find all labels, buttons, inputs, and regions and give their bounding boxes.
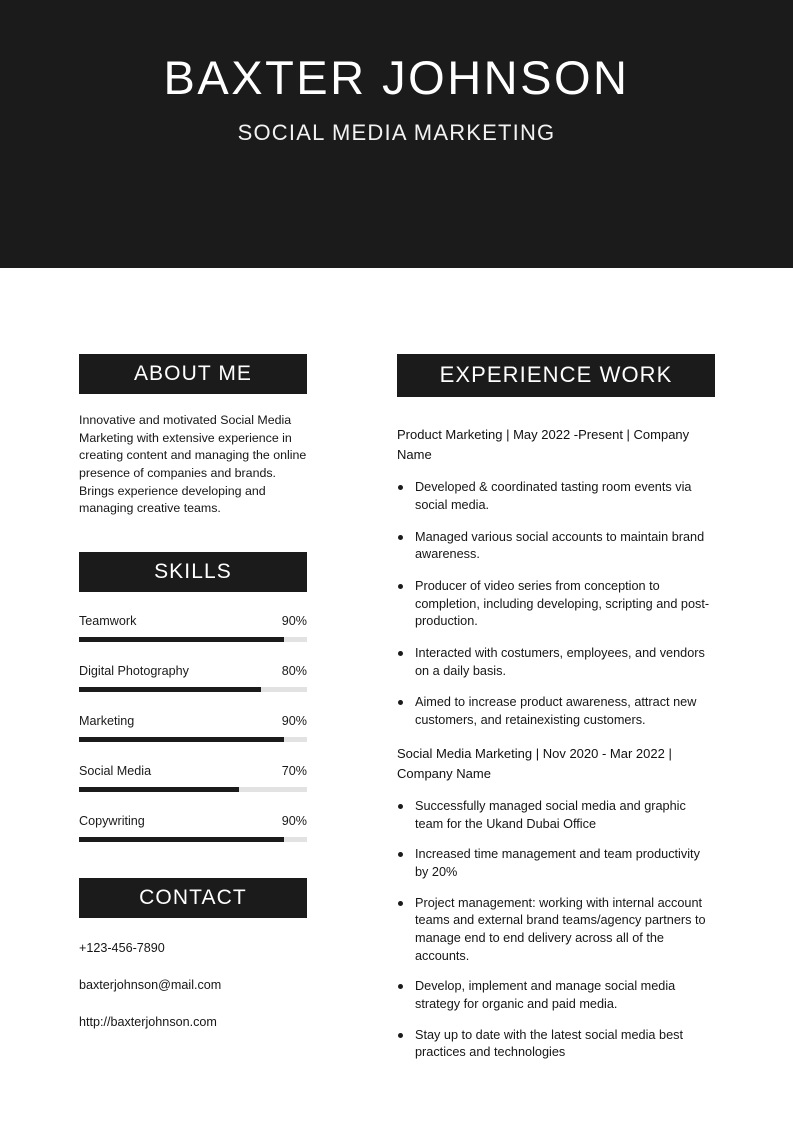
list-item: Producer of video series from conception to completion, including developing, scripting and post-production. (397, 578, 715, 631)
skill-progress-track (79, 837, 307, 842)
header-subtitle: SOCIAL MEDIA MARKETING (237, 119, 556, 145)
skill-label: Digital Photography (79, 663, 189, 678)
list-item: Develop, implement and manage social media strategy for organic and paid media. (397, 978, 715, 1013)
list-item: Stay up to date with the latest social media best practices and technologies (397, 1027, 715, 1062)
skill-progress-track (79, 637, 307, 642)
experience-entry (397, 425, 715, 730)
contact-phone: +123-456-7890 (79, 940, 165, 955)
skill-progress-track (79, 687, 307, 692)
skill-label: Marketing (79, 713, 135, 728)
skill-item (79, 714, 307, 742)
skill-label: Teamwork (79, 613, 137, 628)
about-section-title: ABOUT ME (79, 354, 307, 394)
list-item: Successfully managed social media and graphic team for the Ukand Dubai Office (397, 798, 715, 833)
list-item: Interacted with costumers, employees, and vendors on a daily basis. (397, 645, 715, 680)
contact-section (79, 878, 307, 1029)
contact-website[interactable]: http://baxterjohnson.com (79, 1014, 217, 1029)
experience-bullet-list (397, 479, 715, 729)
skill-progress-fill (79, 787, 239, 792)
skill-label: Copywriting (79, 813, 145, 828)
skill-progress-fill (79, 637, 284, 642)
skill-value: 90% (281, 713, 307, 728)
skill-value: 90% (281, 613, 307, 628)
experience-heading: Social Media Marketing | Nov 2020 - Mar 2022 | Company Name (397, 745, 672, 781)
skill-progress-fill (79, 837, 284, 842)
skill-item (79, 764, 307, 792)
about-section-text: Innovative and motivated Social Media Marketing with extensive experience in creating content and managing the online presence of companies and brands. Brings experience developing and managing creative teams. (79, 413, 307, 516)
skills-section-title: SKILLS (79, 552, 307, 592)
list-item: Increased time management and team productivity by 20% (397, 846, 715, 881)
experience-section-title: EXPERIENCE WORK (397, 354, 715, 397)
experience-heading: Product Marketing | May 2022 -Present | Company Name (397, 427, 690, 463)
left-column (79, 354, 307, 1029)
resume-body (0, 268, 793, 1075)
skill-progress-track (79, 737, 307, 742)
right-column (397, 354, 715, 1075)
skill-label: Social Media (79, 763, 152, 778)
skills-section (79, 552, 307, 842)
skill-progress-fill (79, 687, 261, 692)
skill-item (79, 614, 307, 642)
list-item: Developed & coordinated tasting room events via social media. (397, 479, 715, 514)
skill-item (79, 664, 307, 692)
experience-entry (397, 744, 715, 1062)
skill-item (79, 814, 307, 842)
page-title: BAXTER JOHNSON (163, 51, 630, 105)
list-item: Aimed to increase product awareness, attract new customers, and retainexisting customers. (397, 694, 715, 729)
list-item: Managed various social accounts to maintain brand awareness. (397, 529, 715, 564)
skill-value: 90% (281, 813, 307, 828)
skill-value: 80% (281, 663, 307, 678)
contact-email: baxterjohnson@mail.com (79, 977, 222, 992)
resume-header (0, 0, 793, 268)
skill-progress-fill (79, 737, 284, 742)
experience-bullet-list (397, 798, 715, 1062)
list-item: Project management: working with internal account teams and external brand teams/agency partners to manage end to end delivery across all of the accounts. (397, 895, 715, 966)
skill-progress-track (79, 787, 307, 792)
skill-value: 70% (281, 763, 307, 778)
contact-section-title: CONTACT (79, 878, 307, 918)
